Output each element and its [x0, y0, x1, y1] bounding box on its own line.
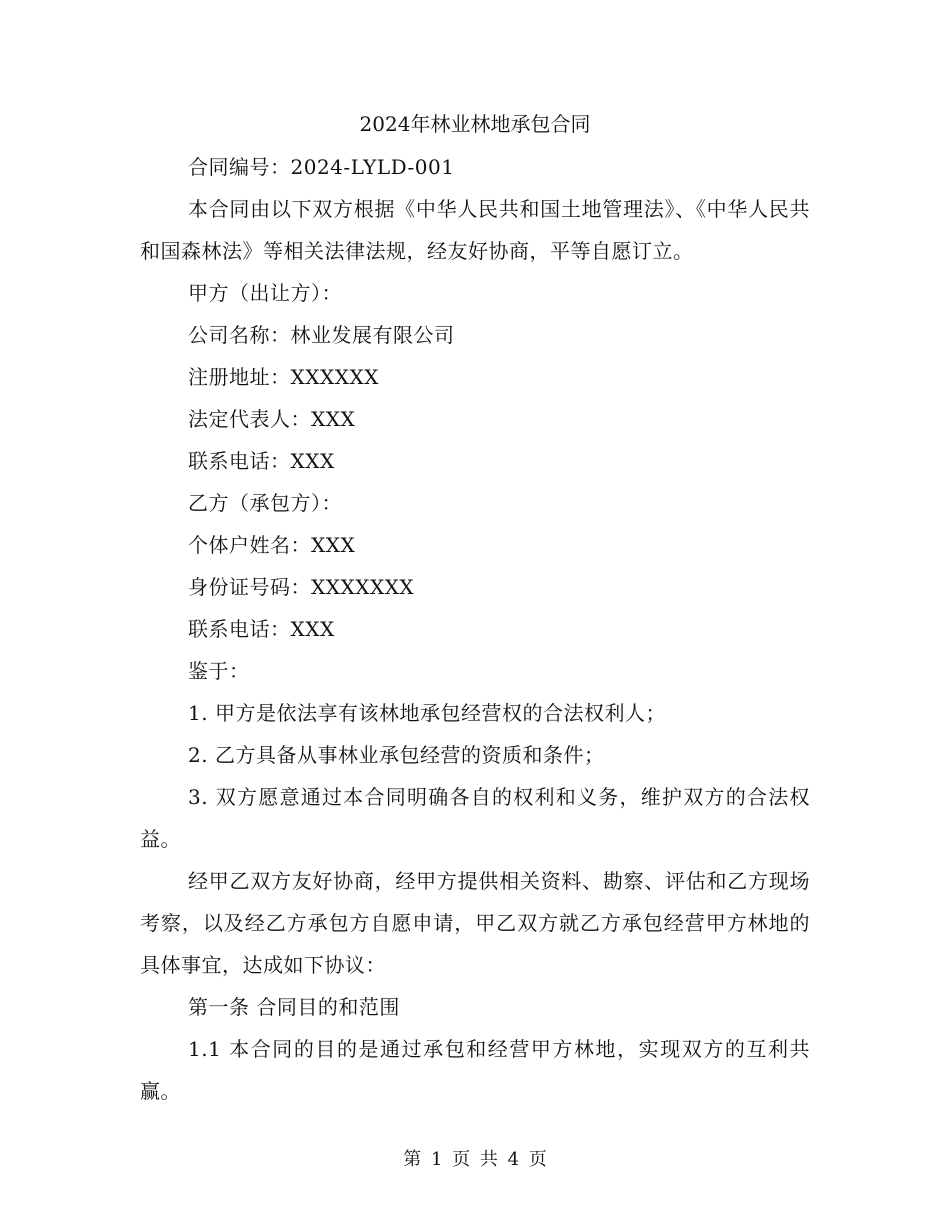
- page-number-footer: 第 1 页 共 4 页: [403, 1149, 547, 1170]
- party-a-address: 注册地址：XXXXXX: [188, 365, 379, 389]
- preamble: 本合同由以下双方根据《中华人民共和国土地管理法》、《中华人民共和国森林法》等相关法律法规，经友好协商，平等自愿订立。: [140, 197, 810, 263]
- party-a-heading: 甲方（出让方）：: [188, 281, 342, 305]
- document-title: 2024年林业林地承包合同: [359, 112, 591, 136]
- party-b-heading: 乙方（承包方）：: [188, 491, 342, 515]
- party-b-name: 个体户姓名：XXX: [188, 533, 356, 557]
- party-b-id-number: 身份证号码：XXXXXXX: [188, 575, 415, 599]
- agreement-intro: 经甲乙双方友好协商，经甲方提供相关资料、勘察、评估和乙方现场考察，以及经乙方承包方自愿申请，甲乙双方就乙方承包经营甲方林地的具体事宜，达成如下协议：: [140, 869, 810, 977]
- party-a-company-name: 公司名称：林业发展有限公司: [188, 323, 455, 347]
- document-body: [140, 146, 810, 1112]
- whereas-heading: 鉴于：: [188, 659, 250, 683]
- party-a-legal-representative: 法定代表人：XXX: [188, 407, 356, 431]
- party-b-phone: 联系电话：XXX: [188, 617, 335, 641]
- whereas-item-2: 2. 乙方具备从事林业承包经营的资质和条件；: [188, 743, 605, 767]
- whereas-item-3: 3. 双方愿意通过本合同明确各自的权利和义务，维护双方的合法权益。: [140, 785, 810, 851]
- whereas-item-1: 1. 甲方是依法享有该林地承包经营权的合法权利人；: [188, 701, 666, 725]
- article-1-heading: 第一条 合同目的和范围: [188, 995, 400, 1019]
- clause-1-1: 1.1 本合同的目的是通过承包和经营甲方林地，实现双方的互利共赢。: [140, 1037, 810, 1103]
- party-a-phone: 联系电话：XXX: [188, 449, 335, 473]
- contract-number: 合同编号：2024-LYLD-001: [188, 155, 455, 179]
